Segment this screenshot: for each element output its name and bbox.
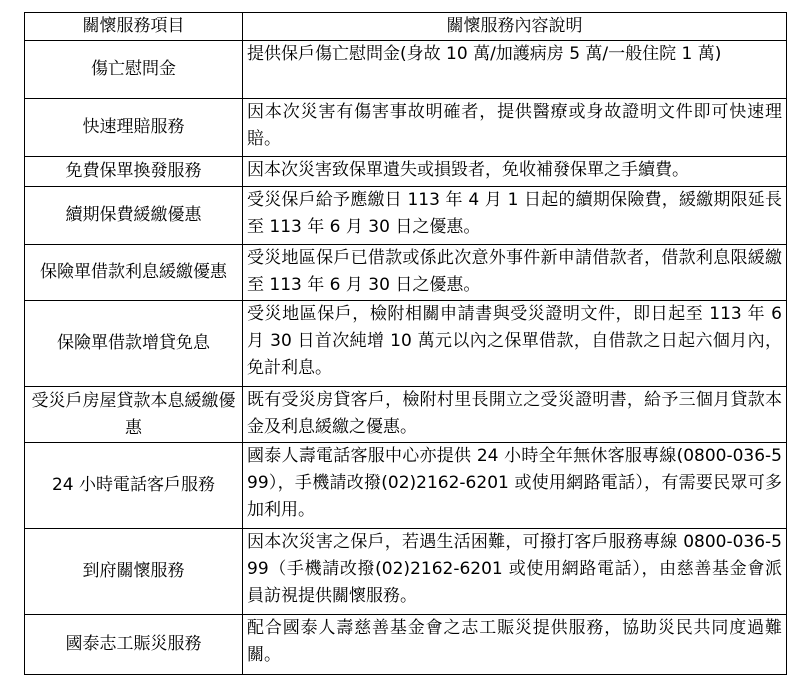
table-row — [25, 443, 787, 529]
table-row — [25, 41, 787, 99]
service-desc: 國泰人壽電話客服中心亦提供 24 小時全年無休客服專線(0800-036-599），手機請改撥(02)2162-6201 或使用網路電話），有需要民眾可多加利用。 — [243, 443, 787, 529]
care-services-table — [24, 12, 787, 675]
service-desc: 因本次災害有傷害事故明確者，提供醫療或身故證明文件即可快速理賠。 — [243, 99, 787, 157]
table-row — [25, 529, 787, 615]
header-desc: 關懷服務內容說明 — [243, 13, 787, 41]
service-item: 到府關懷服務 — [25, 529, 243, 615]
table-row — [25, 245, 787, 301]
service-desc: 受災地區保戶，檢附相關申請書與受災證明文件，即日起至 113 年 6 月 30 日首次純增 10 萬元以內之保單借款，自借款之日起六個月內，免計利息。 — [243, 301, 787, 387]
service-item: 免費保單換發服務 — [25, 157, 243, 187]
table-row — [25, 187, 787, 245]
service-desc: 因本次災害致保單遺失或損毀者，免收補發保單之手續費。 — [243, 157, 787, 187]
service-desc: 既有受災房貸客戶，檢附村里長開立之受災證明書，給予三個月貸款本金及利息緩繳之優惠。 — [243, 387, 787, 443]
table-row — [25, 99, 787, 157]
service-item: 續期保費緩繳優惠 — [25, 187, 243, 245]
service-desc: 配合國泰人壽慈善基金會之志工賑災提供服務，協助災民共同度過難關。 — [243, 615, 787, 675]
service-item: 國泰志工賑災服務 — [25, 615, 243, 675]
service-item: 保險單借款增貸免息 — [25, 301, 243, 387]
header-item: 關懷服務項目 — [25, 13, 243, 41]
service-item: 受災戶房屋貸款本息緩繳優惠 — [25, 387, 243, 443]
table-row — [25, 615, 787, 675]
service-item: 快速理賠服務 — [25, 99, 243, 157]
service-desc: 受災地區保戶已借款或係此次意外事件新申請借款者，借款利息限緩繳至 113 年 6 月 30 日之優惠。 — [243, 245, 787, 301]
table-header-row — [25, 13, 787, 41]
table-row — [25, 301, 787, 387]
service-desc: 因本次災害之保戶，若遇生活困難，可撥打客戶服務專線 0800-036-599（手機請改撥(02)2162-6201 或使用網路電話），由慈善基金會派員訪視提供關懷服務。 — [243, 529, 787, 615]
service-item: 24 小時電話客戶服務 — [25, 443, 243, 529]
table-row — [25, 387, 787, 443]
table-row — [25, 157, 787, 187]
service-desc: 受災保戶給予應繳日 113 年 4 月 1 日起的續期保險費，緩繳期限延長至 113 年 6 月 30 日之優惠。 — [243, 187, 787, 245]
service-item: 保險單借款利息緩繳優惠 — [25, 245, 243, 301]
service-desc: 提供保戶傷亡慰問金(身故 10 萬/加護病房 5 萬/一般住院 1 萬) — [243, 41, 787, 99]
service-item: 傷亡慰問金 — [25, 41, 243, 99]
